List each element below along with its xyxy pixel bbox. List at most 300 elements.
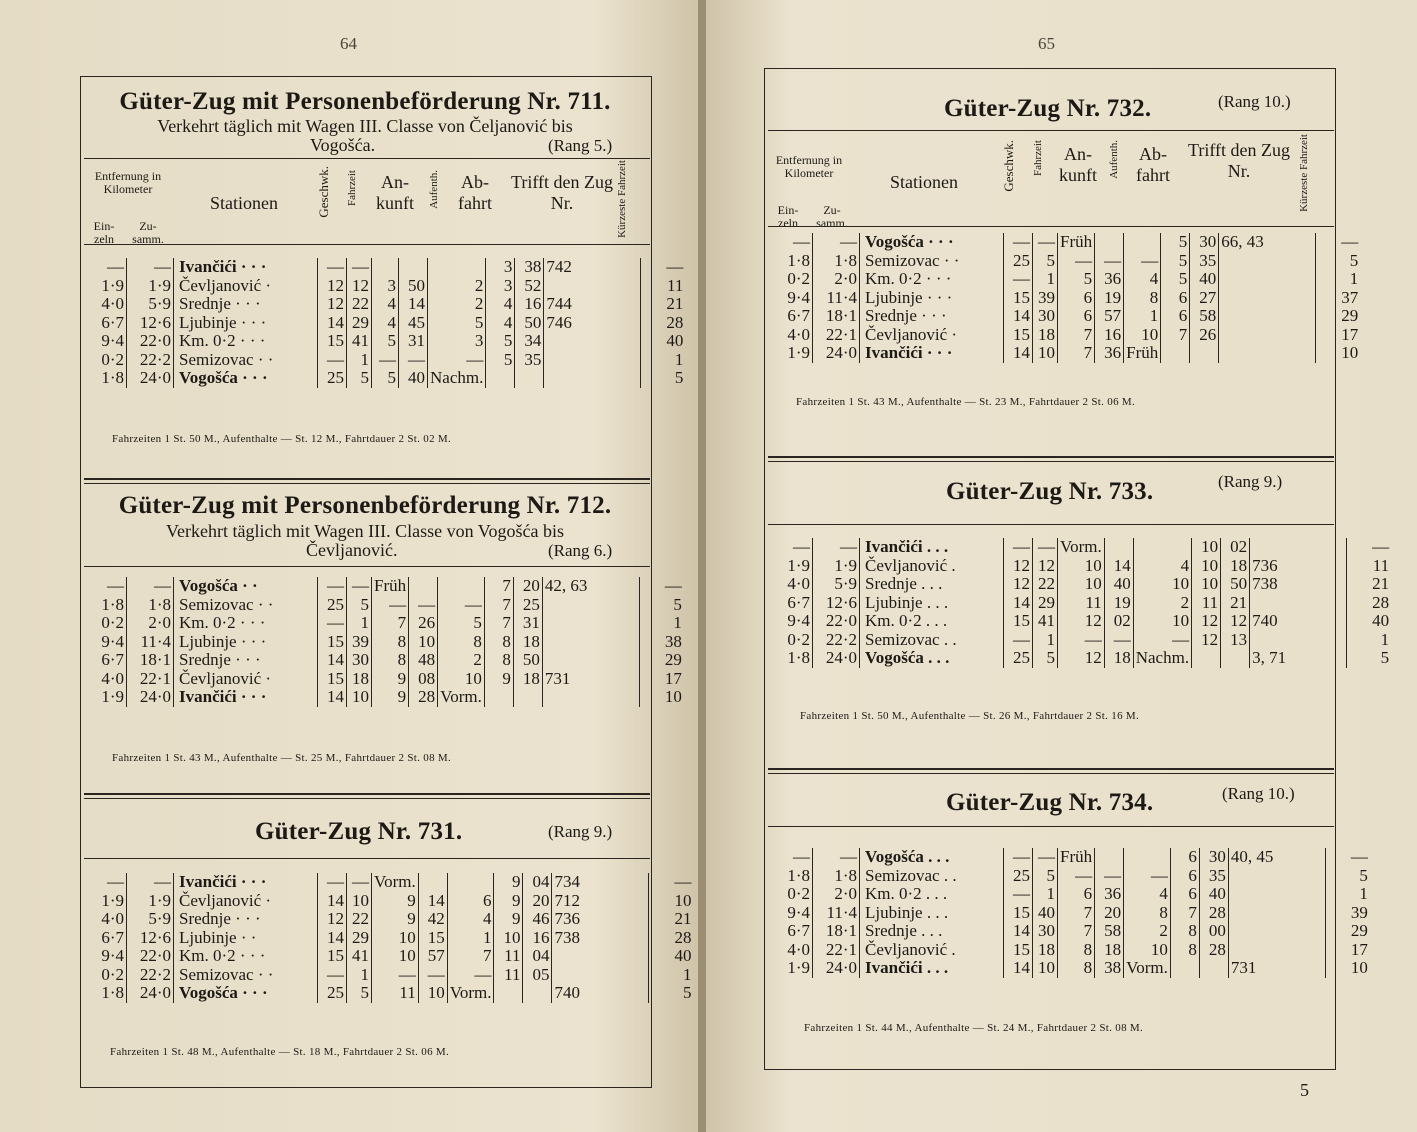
table-cell: — <box>438 596 485 615</box>
timetable-732 <box>772 233 1360 363</box>
train-title: Güter-Zug Nr. 734. <box>946 789 1154 816</box>
fahrzeiten-summary: Fahrzeiten 1 St. 50 M., Aufenthalte — St. 12 M., Fahrtdauer 2 St. 02 M. <box>112 433 452 445</box>
table-cell: 6 <box>1170 848 1199 867</box>
header-bottom-line <box>768 226 1334 227</box>
table-cell: 8 <box>1124 289 1161 308</box>
header-ankunft: An-kunft <box>1059 144 1097 185</box>
table-cell: 5 <box>641 369 686 388</box>
table-cell: 22 <box>347 295 372 314</box>
table-cell: 10 <box>1124 941 1171 960</box>
table-cell: 6·7 <box>787 921 810 940</box>
table-cell <box>1190 344 1219 363</box>
table-cell: 40 <box>1033 904 1058 923</box>
fahrzeiten-summary: Fahrzeiten 1 St. 50 M., Aufenthalte — St. 26 M., Fahrtdauer 2 St. 16 M. <box>800 710 1140 722</box>
table-cell: — <box>1004 233 1033 252</box>
station-cell: Ljubinje . . . <box>860 904 1004 923</box>
table-row <box>86 596 684 615</box>
station-cell: Srednje . . . <box>860 922 1004 941</box>
table-cell: 45 <box>399 314 428 333</box>
table-cell: 35 <box>1190 252 1219 271</box>
table-cell: 1·9 <box>787 555 810 575</box>
table-cell: — <box>399 351 428 370</box>
table-cell: — <box>447 966 494 985</box>
station-cell: Ivančići . . . <box>860 959 1004 978</box>
table-cell: 10 <box>639 688 684 707</box>
table-cell: 6 <box>447 892 494 911</box>
table-cell: 3 <box>428 332 486 351</box>
table-cell: 12 <box>1058 612 1105 631</box>
table-cell: 05 <box>523 966 552 985</box>
train-subtitle-2: Čevljanović. <box>306 540 398 560</box>
table-cell: 15 <box>418 929 447 948</box>
table-cell: 11 <box>1347 557 1392 576</box>
table-cell: 12 <box>1004 557 1033 576</box>
table-cell: 9 <box>372 688 409 707</box>
table-cell: 2 <box>1124 922 1171 941</box>
fahrzeiten-summary: Fahrzeiten 1 St. 44 M., Aufenthalte — St. 24 M., Fahrtdauer 2 St. 08 M. <box>804 1022 1144 1034</box>
header-line <box>768 524 1334 525</box>
table-cell: 21 <box>641 295 686 314</box>
table-cell: 744 <box>544 295 641 314</box>
station-cell: Srednje · · · <box>174 295 318 314</box>
table-cell: 6 <box>1058 885 1095 904</box>
table-cell: — <box>1004 885 1033 904</box>
table-row <box>86 947 693 966</box>
table-cell: 40 <box>1104 575 1133 594</box>
table-cell: Früh <box>1124 344 1161 363</box>
table-cell: 1 <box>649 966 694 985</box>
table-cell: 5 <box>428 314 486 333</box>
table-cell: 12 <box>1033 557 1058 576</box>
table-cell: — <box>1004 270 1033 289</box>
table-cell: 746 <box>544 314 641 333</box>
header-ankunft: An-kunft <box>376 172 414 213</box>
table-cell <box>1219 344 1316 363</box>
table-cell <box>428 258 486 277</box>
table-cell <box>1250 538 1347 557</box>
table-cell: 9·4 <box>787 611 810 630</box>
table-cell: 50 <box>1221 575 1250 594</box>
table-cell: 8 <box>1058 941 1095 960</box>
table-row <box>772 538 1391 557</box>
header-einzeln: Ein-zeln <box>93 219 115 246</box>
table-cell <box>1161 344 1190 363</box>
station-cell: Ljubinje · · · <box>860 289 1004 308</box>
station-cell: Čevljanović · <box>174 670 318 689</box>
table-cell: 20 <box>1095 904 1124 923</box>
header-trifft: Trifft den Zug Nr. <box>1187 140 1290 181</box>
station-cell: Ivančići · · · <box>860 344 1004 363</box>
table-row <box>772 557 1391 576</box>
table-cell: — <box>1033 848 1058 867</box>
table-cell: 2·0 <box>813 270 860 289</box>
station-cell: Ljubinje · · · <box>174 633 318 652</box>
table-cell: 36 <box>1095 344 1124 363</box>
table-cell: 57 <box>418 947 447 966</box>
train-title: Güter-Zug Nr. 732. <box>944 95 1152 122</box>
table-cell: 29 <box>347 929 372 948</box>
table-cell: 12·6 <box>127 314 174 333</box>
table-cell: 17 <box>1316 326 1361 345</box>
header-abfahrt: Ab-fahrt <box>458 172 492 213</box>
table-cell: 5 <box>649 984 694 1003</box>
table-row <box>772 326 1360 345</box>
fahrzeiten-summary: Fahrzeiten 1 St. 43 M., Aufenthalte — St. 25 M., Fahrtdauer 2 St. 08 M. <box>112 752 452 764</box>
table-cell: 5 <box>347 596 372 615</box>
table-cell <box>409 577 438 596</box>
table-cell: 1 <box>1124 307 1161 326</box>
table-cell: 1·9 <box>787 343 810 362</box>
table-cell: 10 <box>438 670 485 689</box>
table-cell <box>1095 233 1124 252</box>
station-cell: Srednje · · · <box>860 307 1004 326</box>
station-cell: Ivančići · · · <box>174 873 318 892</box>
table-cell: 12 <box>318 910 347 929</box>
table-row <box>86 688 684 707</box>
table-cell <box>1221 649 1250 668</box>
table-cell: 15 <box>318 670 347 689</box>
table-row <box>86 873 693 892</box>
table-cell: 7 <box>1170 904 1199 923</box>
station-cell: Čevljanović . <box>860 557 1004 576</box>
table-cell: 12·6 <box>813 594 860 613</box>
table-row <box>772 848 1370 867</box>
table-cell: Vorm. <box>1124 959 1171 978</box>
table-cell: — <box>793 232 810 251</box>
table-cell: 31 <box>399 332 428 351</box>
table-cell: 40 <box>1347 612 1392 631</box>
table-cell: 14 <box>318 688 347 707</box>
table-row <box>772 270 1360 289</box>
table-cell: 21 <box>1347 575 1392 594</box>
table-cell: 29 <box>347 314 372 333</box>
table-cell <box>418 873 447 892</box>
table-cell: 14 <box>318 314 347 333</box>
table-cell: Früh <box>372 577 409 596</box>
station-cell: Km. 0·2 · · · <box>174 614 318 633</box>
table-cell: 19 <box>1095 289 1124 308</box>
table-cell: 8 <box>484 633 513 652</box>
table-cell <box>1219 270 1316 289</box>
table-cell: 66, 43 <box>1219 233 1316 252</box>
station-cell: Vogošća . . . <box>860 848 1004 867</box>
table-cell <box>1095 848 1124 867</box>
table-cell: 3 <box>486 277 515 296</box>
table-row <box>772 904 1370 923</box>
table-cell: 9·4 <box>787 287 810 307</box>
table-cell: 10 <box>1133 575 1191 594</box>
table-row <box>772 233 1360 252</box>
page-number-right: 65 <box>1038 34 1055 53</box>
table-cell: 6 <box>1170 867 1199 886</box>
table-cell: 11 <box>372 984 419 1003</box>
table-cell: — <box>127 258 174 277</box>
table-row <box>86 910 693 929</box>
table-cell: 50 <box>513 651 542 670</box>
table-cell: 7 <box>1058 344 1095 363</box>
table-cell: 18·1 <box>127 651 174 670</box>
table-cell: 18 <box>1095 941 1124 960</box>
station-cell: Čevljanović · <box>860 326 1004 345</box>
table-cell: — <box>641 258 686 277</box>
table-cell: 1·9 <box>101 890 124 910</box>
table-cell: 7 <box>484 596 513 615</box>
table-cell: 2 <box>438 651 485 670</box>
table-cell: 5 <box>1161 233 1190 252</box>
table-cell: 1 <box>1033 631 1058 650</box>
table-cell: — <box>1104 631 1133 650</box>
table-cell <box>1199 959 1228 978</box>
table-cell: 25 <box>1004 649 1033 668</box>
table-cell: 5 <box>486 332 515 351</box>
table-cell: 0·2 <box>101 349 124 369</box>
table-row <box>772 612 1391 631</box>
table-cell: 4 <box>372 295 399 314</box>
table-cell: 8 <box>372 651 409 670</box>
table-cell <box>438 577 485 596</box>
table-row <box>86 614 684 633</box>
station-cell: Semizovac · · <box>174 596 318 615</box>
station-cell: Čevljanović . <box>860 941 1004 960</box>
table-cell: 738 <box>552 929 649 948</box>
table-cell: 12 <box>1058 649 1105 668</box>
table-row <box>86 277 685 296</box>
header-trifft: Trifft den Zug Nr. <box>510 172 613 213</box>
table-cell: 734 <box>552 873 649 892</box>
table-cell: 29 <box>639 651 684 670</box>
train-title: Güter-Zug mit Personenbeförderung Nr. 711. <box>119 88 611 115</box>
table-row <box>86 314 685 333</box>
table-cell: 24·0 <box>127 984 174 1003</box>
table-cell <box>544 332 641 351</box>
station-cell: Ljubinje · · <box>174 929 318 948</box>
table-cell: — <box>1058 867 1095 886</box>
table-cell: 36 <box>1095 885 1124 904</box>
table-row <box>86 651 684 670</box>
train-title: Güter-Zug Nr. 733. <box>946 478 1154 505</box>
table-cell: — <box>1058 631 1105 650</box>
table-cell: 1 <box>639 614 684 633</box>
train-subtitle-2: Vogošća. <box>310 135 376 155</box>
table-cell: 1·8 <box>101 983 124 1002</box>
table-cell <box>399 258 428 277</box>
table-cell: 6 <box>1161 307 1190 326</box>
table-cell <box>1219 289 1316 308</box>
table-cell: 29 <box>1325 922 1370 941</box>
table-cell: 4 <box>447 910 494 929</box>
table-cell <box>1250 631 1347 650</box>
table-cell: — <box>1004 848 1033 867</box>
table-cell: 1 <box>1316 270 1361 289</box>
table-cell: 2·0 <box>813 885 860 904</box>
table-cell: 10 <box>1192 538 1221 557</box>
table-row <box>772 959 1370 978</box>
table-cell: 10 <box>347 892 372 911</box>
station-cell: Ljubinje · · · <box>174 314 318 333</box>
station-cell: Semizovac . . <box>860 631 1004 650</box>
table-cell: 20 <box>513 577 542 596</box>
table-cell: — <box>127 873 174 892</box>
table-cell: 740 <box>552 984 649 1003</box>
table-cell: 40 <box>1190 270 1219 289</box>
table-row <box>772 941 1370 960</box>
table-cell: — <box>318 577 347 596</box>
table-cell: 18 <box>1033 326 1058 345</box>
table-row <box>772 885 1370 904</box>
station-cell: Semizovac . . <box>860 867 1004 886</box>
table-cell: 4·0 <box>787 574 810 593</box>
table-cell: — <box>372 966 419 985</box>
train-title: Güter-Zug mit Personenbeförderung Nr. 712. <box>118 492 612 519</box>
table-cell: 18 <box>513 670 542 689</box>
table-cell: 28 <box>1199 904 1228 923</box>
table-cell: 9·4 <box>101 946 124 965</box>
table-cell: 1·8 <box>787 865 810 885</box>
table-cell: 7 <box>484 577 513 596</box>
table-cell: 9 <box>484 670 513 689</box>
table-cell: 10 <box>409 633 438 652</box>
table-cell: — <box>318 351 347 370</box>
table-cell: 30 <box>1199 848 1228 867</box>
station-cell: Semizovac · · <box>174 351 318 370</box>
table-row <box>86 633 684 652</box>
table-row <box>86 295 685 314</box>
fahrzeiten-summary: Fahrzeiten 1 St. 48 M., Aufenthalte — St. 18 M., Fahrtdauer 2 St. 06 M. <box>110 1046 450 1058</box>
table-cell: — <box>1124 867 1171 886</box>
table-cell: 5 <box>1033 649 1058 668</box>
station-cell: Ivančići . . . <box>860 538 1004 557</box>
table-row <box>772 289 1360 308</box>
table-cell <box>542 633 639 652</box>
station-cell: Km. 0·2 · · · <box>860 270 1004 289</box>
table-cell: 15 <box>1004 289 1033 308</box>
table-cell: 42 <box>418 910 447 929</box>
table-cell: 1 <box>347 351 372 370</box>
header-einzeln: Ein-zeln <box>777 203 799 230</box>
table-cell: — <box>793 847 810 866</box>
header-zusamm: Zu-samm. <box>816 203 848 230</box>
table-cell: — <box>1004 538 1033 557</box>
table-cell: 11·4 <box>127 633 174 652</box>
table-cell: 1·9 <box>101 275 124 295</box>
table-cell: 27 <box>1190 289 1219 308</box>
table-cell: 31 <box>513 614 542 633</box>
table-cell: 6 <box>1058 307 1095 326</box>
table-cell: — <box>347 873 372 892</box>
table-cell: 11·4 <box>813 289 860 308</box>
header-zusamm: Zu-samm. <box>132 219 164 246</box>
station-cell: Ivančići · · · <box>174 258 318 277</box>
table-cell: 8 <box>438 633 485 652</box>
table-cell: 14 <box>399 295 428 314</box>
table-cell: 1·9 <box>127 277 174 296</box>
table-cell: 3 <box>486 258 515 277</box>
table-cell: 12 <box>1192 612 1221 631</box>
table-cell <box>1219 307 1316 326</box>
table-cell: 52 <box>515 277 544 296</box>
table-cell: 12 <box>347 277 372 296</box>
table-cell: 40 <box>399 369 428 388</box>
table-cell: 40 <box>641 332 686 351</box>
table-cell: — <box>372 596 409 615</box>
table-cell: 712 <box>552 892 649 911</box>
table-cell: 0·2 <box>787 884 810 903</box>
footer-page-number: 5 <box>1300 1080 1309 1100</box>
station-cell: Vogošća · · · <box>174 984 318 1003</box>
table-cell: 4·0 <box>101 294 124 313</box>
table-cell: 6 <box>1170 885 1199 904</box>
table-cell: 6·7 <box>101 312 124 332</box>
table-cell: 36 <box>1095 270 1124 289</box>
table-cell <box>1228 904 1325 923</box>
table-cell: 1·9 <box>101 687 124 706</box>
table-cell: 21 <box>1221 594 1250 613</box>
table-cell: 28 <box>1347 594 1392 613</box>
table-row <box>86 258 685 277</box>
table-cell: — <box>813 538 860 557</box>
table-cell: 24·0 <box>813 959 860 978</box>
table-cell: 9 <box>372 892 419 911</box>
table-cell: 14 <box>318 892 347 911</box>
table-cell: 25 <box>1004 867 1033 886</box>
table-cell: 48 <box>409 651 438 670</box>
table-cell: 35 <box>1199 867 1228 886</box>
table-cell: 9·4 <box>787 902 810 922</box>
table-cell: 57 <box>1095 307 1124 326</box>
table-cell: 24·0 <box>813 344 860 363</box>
station-cell: Čevljanović · <box>174 892 318 911</box>
left-page <box>0 0 700 1132</box>
table-cell: 2·0 <box>127 614 174 633</box>
header-kuerzeste: Kürzeste Fahrzeit <box>616 160 628 238</box>
table-cell: 39 <box>1033 289 1058 308</box>
table-cell: 15 <box>318 947 347 966</box>
table-cell: Früh <box>1058 233 1095 252</box>
table-cell: — <box>1058 252 1095 271</box>
table-cell: 10 <box>494 929 523 948</box>
table-cell: 25 <box>318 369 347 388</box>
table-cell: 10 <box>1058 557 1105 576</box>
table-cell: 12 <box>318 295 347 314</box>
table-cell: 4 <box>486 295 515 314</box>
table-cell: 00 <box>1199 922 1228 941</box>
table-cell <box>542 688 639 707</box>
table-cell: 8 <box>372 633 409 652</box>
table-cell: 3 <box>372 277 399 296</box>
table-cell: 7 <box>484 614 513 633</box>
table-cell: 28 <box>649 929 694 948</box>
table-cell: 9 <box>494 892 523 911</box>
header-line <box>84 566 650 567</box>
table-cell: — <box>418 966 447 985</box>
table-cell: 740 <box>1250 612 1347 631</box>
table-cell: 1·8 <box>101 594 124 614</box>
table-cell: 731 <box>542 670 639 689</box>
table-cell: 25 <box>513 596 542 615</box>
table-cell: 10 <box>347 688 372 707</box>
station-cell: Vogošća . . . <box>860 649 1004 668</box>
table-cell: 10 <box>649 892 694 911</box>
table-cell: 11 <box>1192 594 1221 613</box>
table-cell: 29 <box>1033 594 1058 613</box>
table-cell: 41 <box>347 947 372 966</box>
table-cell: 2 <box>428 277 486 296</box>
table-cell <box>1219 326 1316 345</box>
table-cell <box>1104 538 1133 557</box>
table-cell: 15 <box>1004 612 1033 631</box>
table-cell <box>542 614 639 633</box>
table-cell: 10 <box>1033 344 1058 363</box>
